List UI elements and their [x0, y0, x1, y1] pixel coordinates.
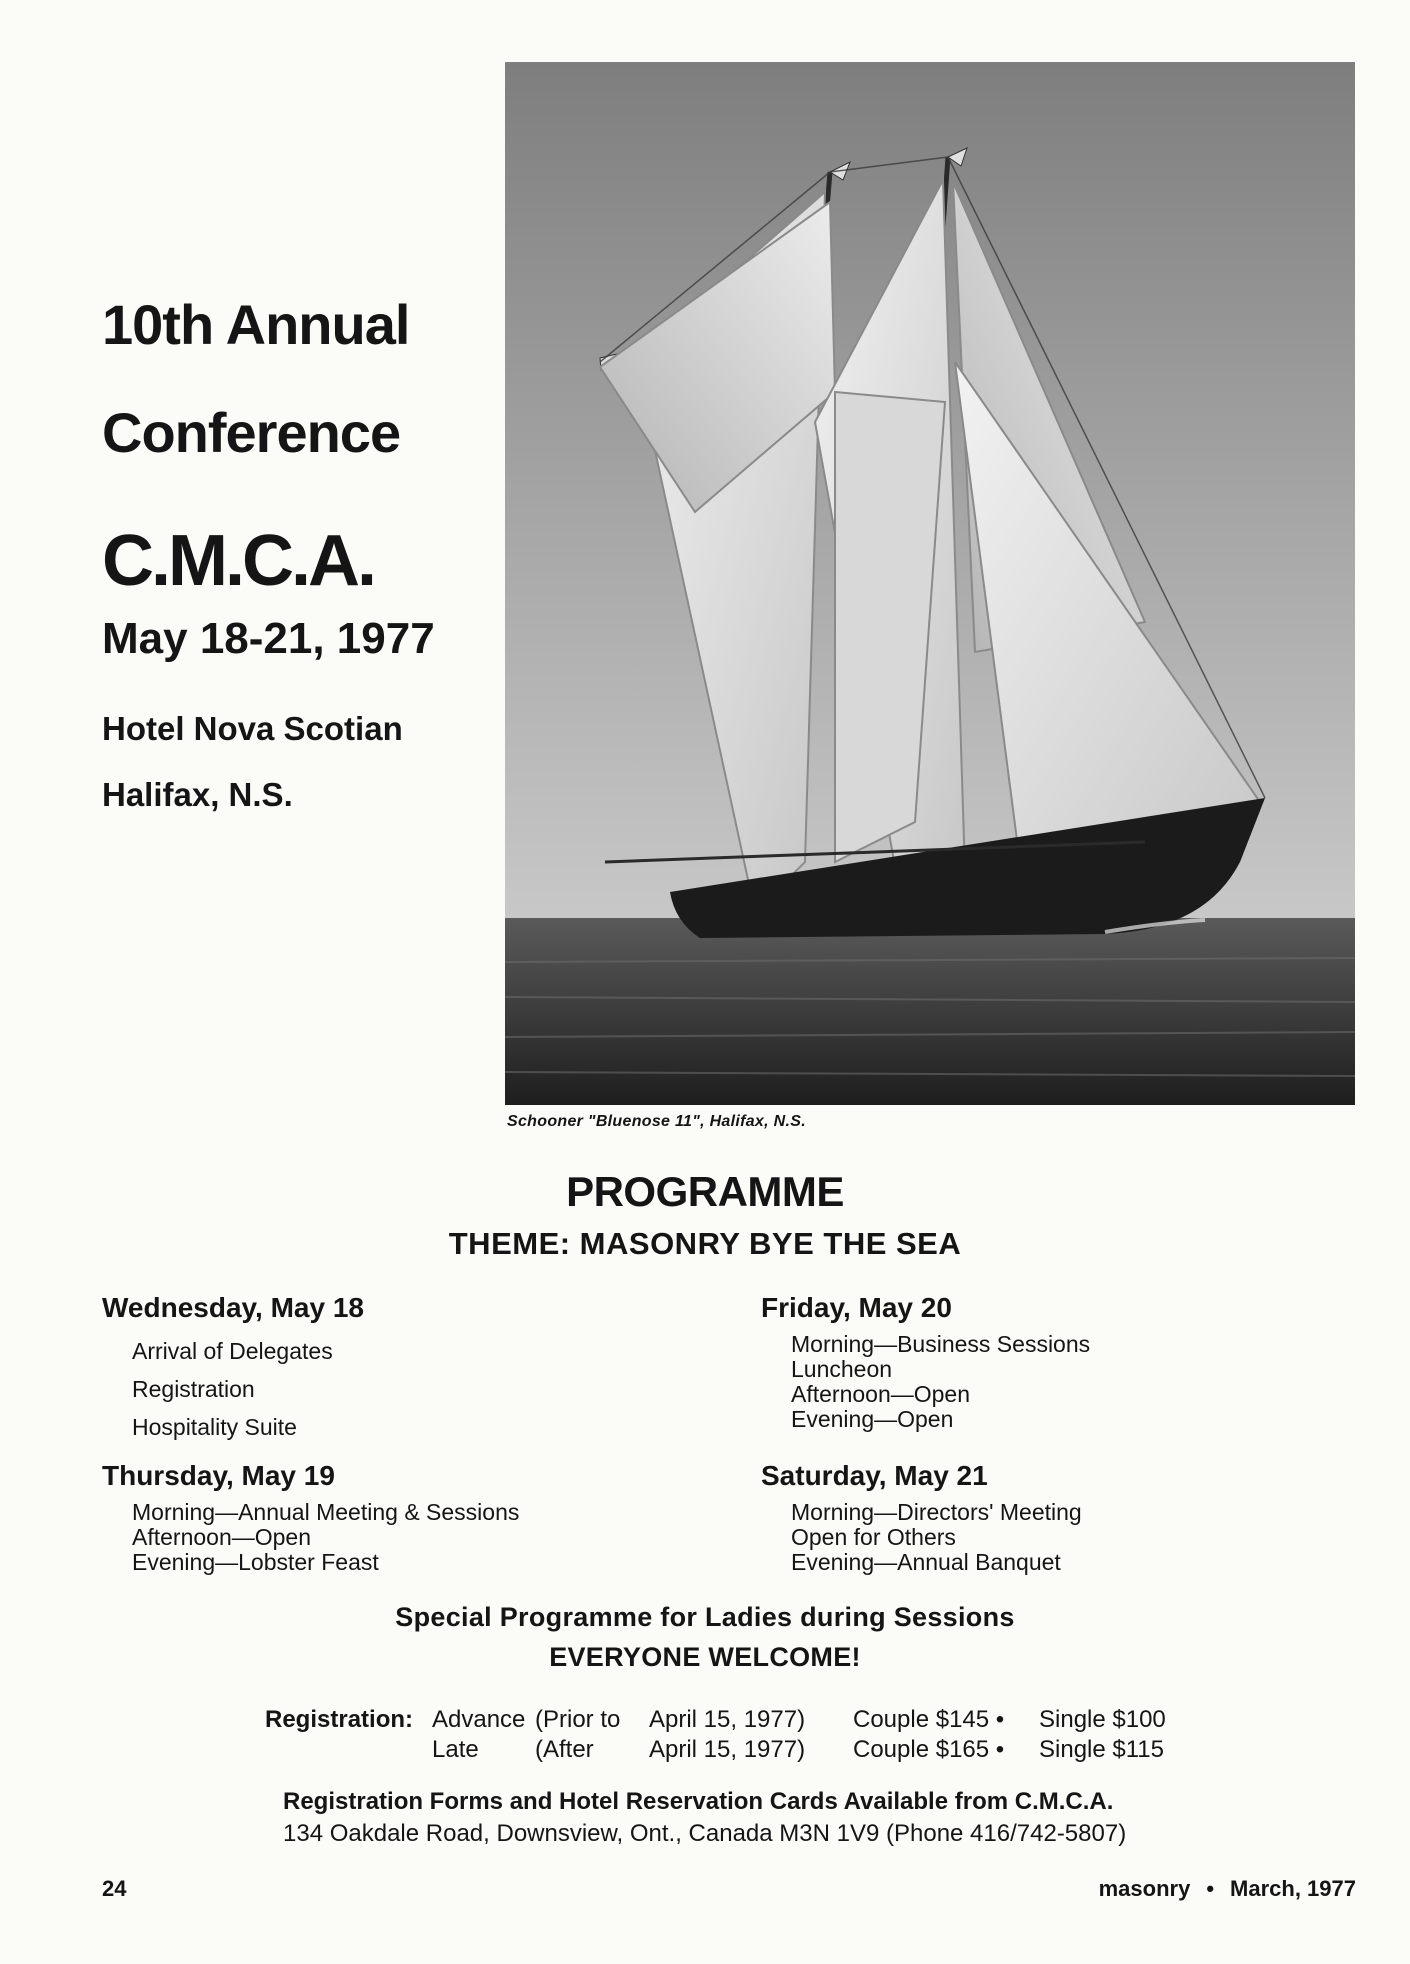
day-item: Morning—Directors' Meeting — [791, 1499, 1082, 1525]
title-line-conference: Conference — [102, 401, 401, 464]
day-wednesday — [102, 1292, 622, 1446]
conference-dates: May 18-21, 1977 — [102, 614, 435, 663]
day-item: Evening—Open — [791, 1406, 954, 1432]
registration-deadline-prefix: (Prior to — [535, 1706, 621, 1733]
programme-title: PROGRAMME — [566, 1168, 844, 1215]
programme-theme: THEME: MASONRY BYE THE SEA — [448, 1226, 962, 1261]
registration-couple-price — [853, 1736, 1004, 1764]
footer-separator: • — [1206, 1876, 1215, 1901]
day-item: Luncheon — [791, 1356, 893, 1382]
registration-type: Advance — [432, 1706, 526, 1733]
couple-price-text: Couple $165 — [853, 1736, 990, 1763]
conference-venue: Hotel Nova Scotian — [102, 710, 403, 747]
title-line-organization: C.M.C.A. — [102, 521, 374, 601]
issue-date: March, 1977 — [1230, 1876, 1356, 1901]
everyone-welcome: EVERYONE WELCOME! — [549, 1642, 861, 1672]
registration-type: Late — [432, 1736, 479, 1763]
conference-city: Halifax, N.S. — [102, 776, 293, 813]
day-item: Morning—Annual Meeting & Sessions — [132, 1499, 520, 1525]
day-thursday — [102, 1460, 622, 1575]
day-item: Afternoon—Open — [791, 1381, 971, 1407]
day-item: Arrival of Delegates — [132, 1338, 333, 1364]
contact-address: 134 Oakdale Road, Downsview, Ont., Canada M3N 1V9 (Phone 416/742-5807) — [283, 1820, 1127, 1847]
day-item: Evening—Annual Banquet — [791, 1549, 1061, 1575]
day-item: Open for Others — [791, 1524, 956, 1550]
day-item: Afternoon—Open — [132, 1524, 312, 1550]
day-item: Evening—Lobster Feast — [132, 1549, 379, 1575]
day-item: Registration — [132, 1376, 255, 1402]
day-saturday — [761, 1460, 1281, 1575]
ladies-programme-note: Special Programme for Ladies during Sessions — [395, 1602, 1015, 1632]
day-item: Morning—Business Sessions — [791, 1331, 1091, 1357]
page-number: 24 — [102, 1876, 127, 1901]
day-friday — [761, 1292, 1281, 1432]
bullet-separator: • — [995, 1736, 1005, 1763]
registration-label: Registration: — [265, 1706, 414, 1733]
day-title: Saturday, May 21 — [761, 1460, 988, 1491]
registration-deadline-date: April 15, 1977) — [649, 1706, 806, 1733]
photo-caption: Schooner "Bluenose 11", Halifax, N.S. — [507, 1113, 806, 1130]
registration-deadline-date: April 15, 1977) — [649, 1736, 806, 1763]
day-title: Friday, May 20 — [761, 1292, 952, 1323]
schooner-photo — [505, 62, 1355, 1105]
title-line-annual: 10th Annual — [102, 293, 410, 356]
couple-price-text: Couple $145 — [853, 1706, 990, 1733]
bullet-separator: • — [995, 1706, 1005, 1733]
day-title: Thursday, May 19 — [102, 1460, 335, 1491]
publication-footer — [1099, 1876, 1356, 1902]
publication-name: masonry — [1098, 1876, 1191, 1901]
day-title: Wednesday, May 18 — [102, 1292, 364, 1323]
day-item: Hospitality Suite — [132, 1414, 297, 1440]
registration-forms-note: Registration Forms and Hotel Reservation Cards Available from C.M.C.A. — [283, 1788, 1114, 1815]
registration-single-price: Single $115 — [1039, 1736, 1164, 1763]
registration-deadline-prefix: (After — [535, 1736, 594, 1763]
registration-couple-price — [853, 1706, 1004, 1734]
registration-single-price: Single $100 — [1039, 1706, 1166, 1733]
